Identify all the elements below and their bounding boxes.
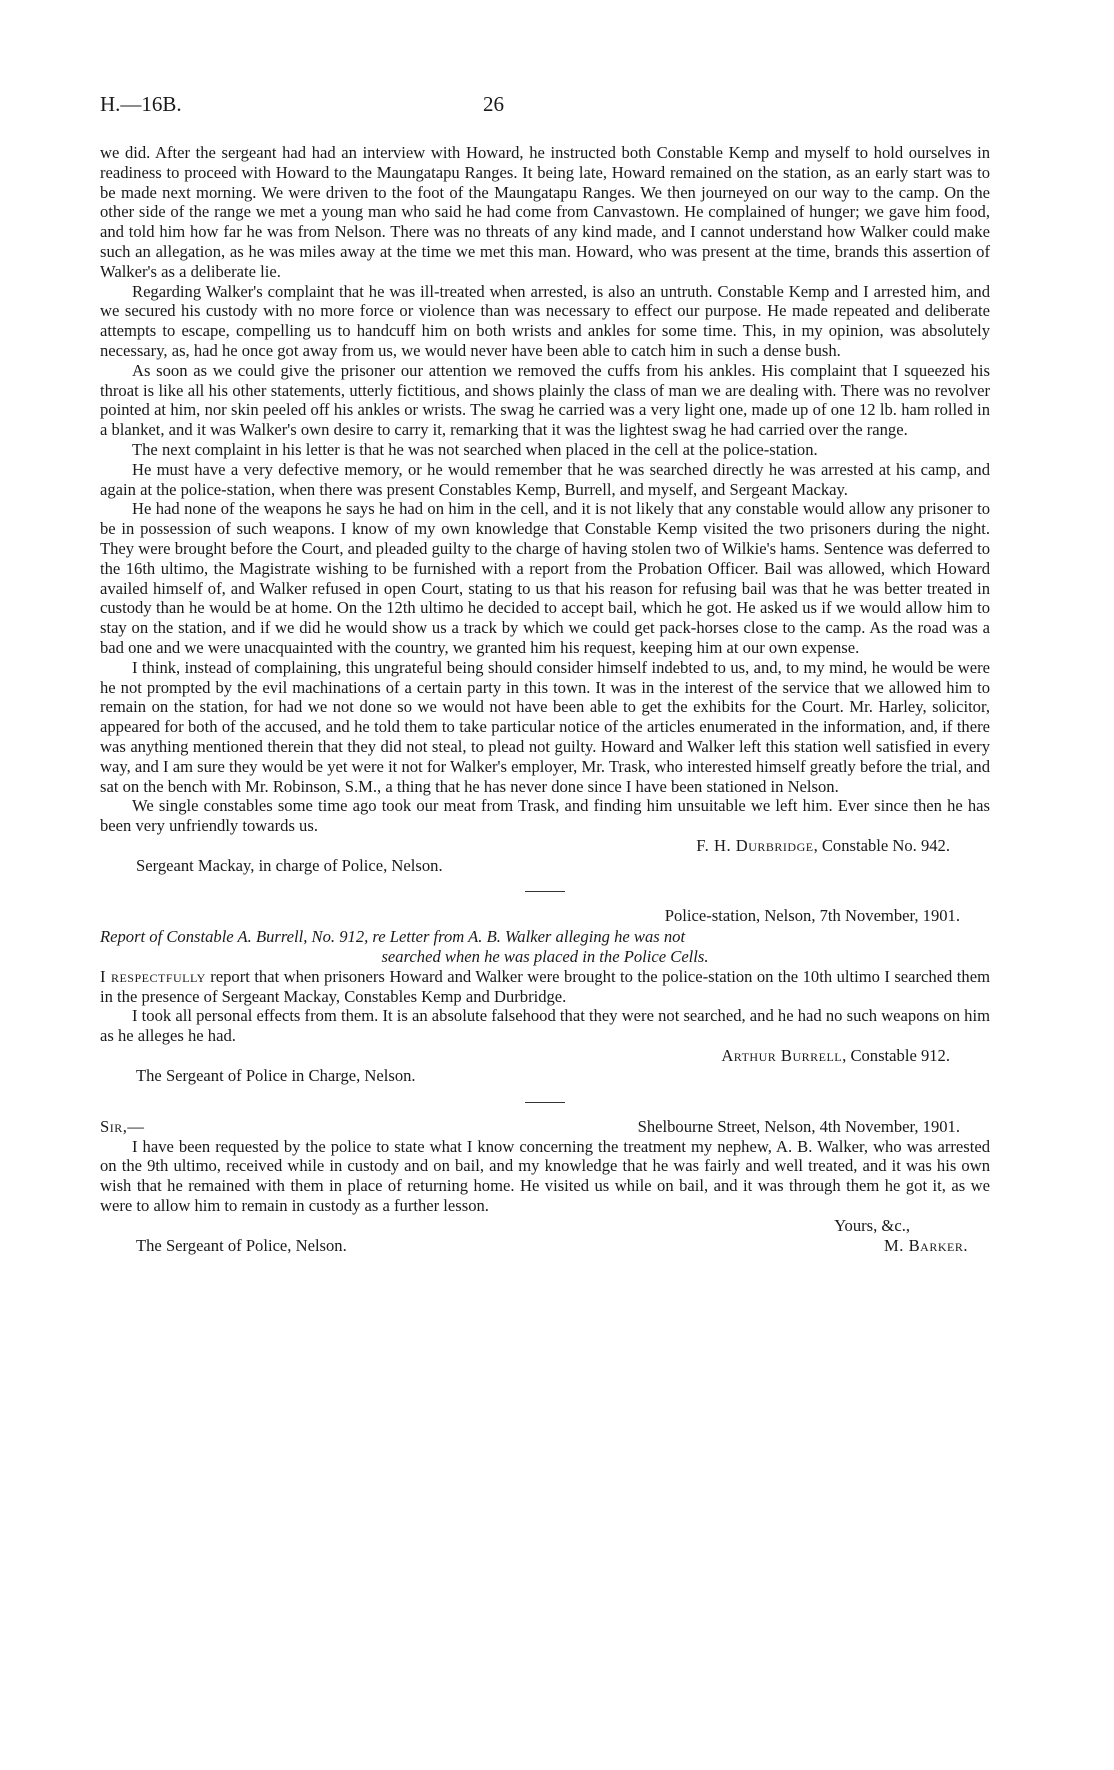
page-header <box>100 92 990 122</box>
signature-title: , Constable No. 942. <box>813 835 950 855</box>
letter-heading <box>100 1117 990 1137</box>
document-page <box>100 92 990 1256</box>
paragraph: I have been requested by the police to state what I know concerning the treatment my nephew, A. B. Walker, who was arrested on the 9th ultimo, received while in custody and on bail, and my knowledge that he was fairly and well treated, and it was his own wish that he remained with them in place of returning home. He visited us while on bail, and it was through them he got it, as we were to allow him to remain in custody as a further lesson. <box>100 1136 990 1216</box>
signature-name: Arthur Burrell <box>721 1046 843 1066</box>
report-dateline: Police-station, Nelson, 7th November, 1901. <box>664 906 960 926</box>
section-divider <box>525 891 565 892</box>
paragraph: As soon as we could give the prisoner our attention we removed the cuffs from his ankles. His complaint that I squeezed his throat is like all his other statements, utterly fictitious, and shows plainly the class of man we are dealing with. There was no revolver pointed at him, nor skin peeled off his ankles or wrists. The swag he carried was a very light one, made up of one 12 lb. ham rolled in a blanket, and it was Walker's own desire to carry it, remarking that it was the lightest swag he had carried over the range. <box>100 360 990 440</box>
section-divider <box>525 1102 565 1103</box>
signature-title: , Constable 912. <box>842 1046 950 1066</box>
paragraph: He must have a very defective memory, or he would remember that he was searched directly he was arrested at his camp, and again at the police-station, when there was present Constables Kemp, Burrell, and myself, and Sergeant Mackay. <box>100 459 990 499</box>
paragraph: Regarding Walker's complaint that he was ill-treated when arrested, is also an untruth. Constable Kemp and I arrested him, and we secured his custody with no more force or violence than was necessary to effect our purpose. He made repeated and deliberate attempts to escape, compelling us to handcuff him on both wrists and ankles for some time. This, in my opinion, was absolutely necessary, as, had he once got away from us, we would never have been able to catch him in such a dense bush. <box>100 281 990 360</box>
paragraph: He had none of the weapons he says he had on him in the cell, and it is not likely that any constable would allow any prisoner to be in possession of such weapons. I know of my own knowledge that Constable Kemp visited the two prisoners during the night. They were brought before the Court, and pleaded guilty to the charge of having stolen two of Wilkie's hams. Sentence was deferred to the 16th ultimo, the Magistrate wishing to be furnished with a report from the Probation Officer. Bail was allowed, which Howard availed himself of, and Walker refused in open Court, stating to us that his reason for refusing bail was that he was better treated in custody than he would be at home. On the 12th ultimo he decided to accept bail, which he got. He asked us if we would allow him to stay on the station, and if we did he would show us a track by which we could get pack-horses close to the camp. As the road was a bad one and we were unacquainted with the country, we granted him his request, keeping him at our own expense. <box>100 499 990 657</box>
salutation: Sir,— <box>100 1116 145 1136</box>
addressee: The Sergeant of Police, Nelson. <box>136 1235 347 1255</box>
paragraph: we did. After the sergeant had had an interview with Howard, he instructed both Constable Kemp and myself to hold ourselves in readiness to proceed with Howard to the Maungatapu Ranges. It being late, Howard remained on the station, as an early start was to be made next morning. We were driven to the foot of the Maungatapu Ranges. We then journeyed on our way to the camp. On the other side of the range we met a young man who said he had come from Canvastown. He complained of hunger; we gave him food, and told him how far he was from Nelson. There was no threats of any kind made, and I cannot understand how Walker could make such an allegation, as he was miles away at the time we met this man. Howard, who was present at the time, brands this assertion of Walker's as a deliberate lie. <box>100 143 990 281</box>
signature-name: F. H. Durbridge <box>696 835 814 855</box>
document-body <box>100 143 990 1256</box>
addressee: The Sergeant of Police in Charge, Nelson. <box>136 1065 416 1085</box>
paragraph: We single constables some time ago took our meat from Trask, and finding him unsuitable we left him. Ever since then he has been very unfriendly towards us. <box>100 796 990 836</box>
report-title-line1: Report of Constable A. Burrell, No. 912, re Letter from A. B. Walker alleging he was not <box>100 927 686 947</box>
opening-words: I respectfully <box>100 966 206 986</box>
paragraph: I took all personal effects from them. It is an absolute falsehood that they were not searched, and he had no such weapons on him as he alleges he had. <box>100 1006 990 1046</box>
signature-burrell <box>100 1046 990 1066</box>
paragraph <box>100 967 990 1007</box>
page-number: 26 <box>483 92 504 116</box>
complimentary-close: Yours, &c., <box>834 1215 910 1235</box>
letter-closing <box>100 1216 990 1256</box>
signature-barker: M. Barker. <box>884 1235 968 1255</box>
report-title-line2: searched when he was placed in the Police Cells. <box>381 947 709 967</box>
signature-durbridge <box>100 836 990 856</box>
report-title <box>100 927 990 967</box>
paragraph: I think, instead of complaining, this ungrateful being should consider himself indebted to us, and, to my mind, he would be were he not prompted by the evil machinations of a certain party in this town. It was in the interest of the service that we allowed him to remain on the station, for had we not done so we would not have been able to get the exhibits for the Court. Mr. Harley, solicitor, appeared for both of the accused, and he told them to take particular notice of the articles enumerated in the information, and, if there was anything mentioned therein that they did not steal, to plead not guilty. Howard and Walker left this station well satisfied in every way, and I am sure they would be yet were it not for Walker's employer, Mr. Trask, who interested himself greatly before the trial, and sat on the bench with Mr. Robinson, S.M., a thing that he has never done since I have been stationed in Nelson. <box>100 657 990 796</box>
addressee: Sergeant Mackay, in charge of Police, Nelson. <box>136 855 443 875</box>
parliamentary-reference: H.—16B. <box>100 92 182 116</box>
paragraph: The next complaint in his letter is that he was not searched when placed in the cell at the police-station. <box>132 439 818 459</box>
sender-address: Shelbourne Street, Nelson, 4th November, 1901. <box>637 1116 960 1136</box>
paragraph-text: report that when prisoners Howard and Walker were brought to the police-station on the 10th ultimo I searched them in the presence of Sergeant Mackay, Constables Kemp and Durbridge. <box>100 966 990 1006</box>
